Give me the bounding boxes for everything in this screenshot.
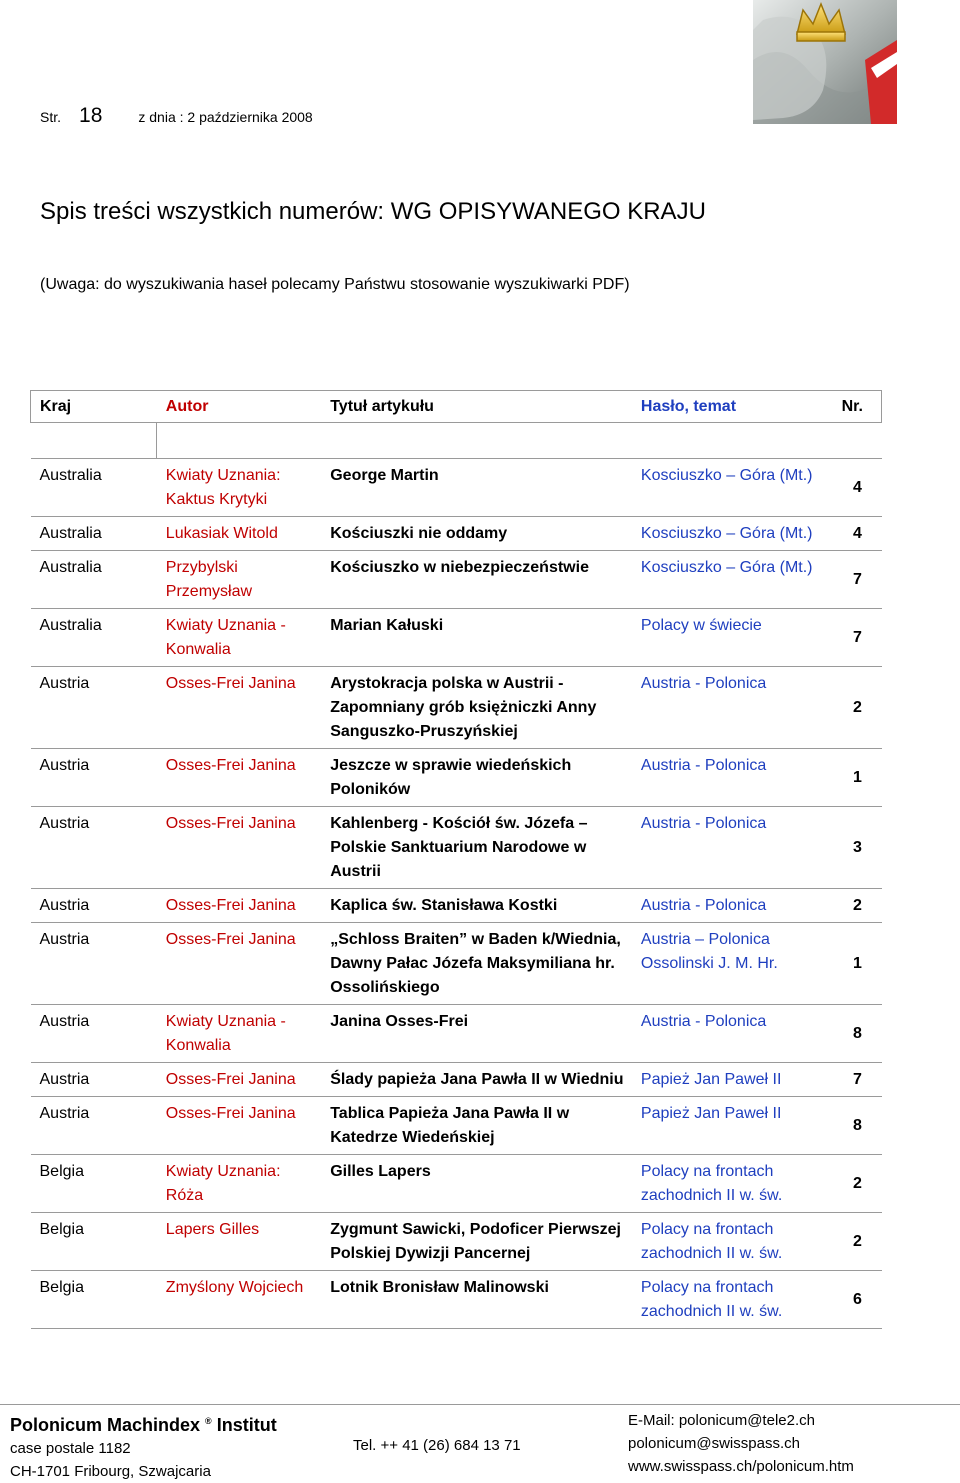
row-author: Lapers Gilles (157, 1213, 321, 1271)
row-title: Gilles Lapers (321, 1155, 632, 1213)
row-title: „Schloss Braiten” w Baden k/Wiednia, Dawny Pałac Józefa Maksymiliana hr. Ossolińskiego (321, 923, 632, 1005)
row-country: Austria (31, 1097, 157, 1155)
row-number: 4 (828, 459, 881, 517)
row-author: Lukasiak Witold (157, 517, 321, 551)
table-row (31, 1063, 882, 1097)
row-author: Osses-Frei Janina (157, 807, 321, 889)
row-number: 1 (828, 923, 881, 1005)
row-topic: Kosciuszko – Góra (Mt.) (632, 459, 829, 517)
row-title: Zygmunt Sawicki, Podoficer Pierwszej Polskiej Dywizji Pancernej (321, 1213, 632, 1271)
row-author: Osses-Frei Janina (157, 889, 321, 923)
row-country: Austria (31, 749, 157, 807)
registered-mark: ® (205, 1416, 212, 1426)
row-country: Belgia (31, 1213, 157, 1271)
row-country: Austria (31, 807, 157, 889)
row-number: 6 (828, 1271, 881, 1329)
row-topic: Kosciuszko – Góra (Mt.) (632, 517, 829, 551)
row-topic: Austria - Polonica (632, 889, 829, 923)
row-country: Australia (31, 459, 157, 517)
header-country: Kraj (31, 391, 157, 423)
row-author: Zmyślony Wojciech (157, 1271, 321, 1329)
row-topic: Polacy na frontach zachodnich II w. św. (632, 1213, 829, 1271)
row-number: 2 (828, 667, 881, 749)
row-title: George Martin (321, 459, 632, 517)
row-number: 2 (828, 889, 881, 923)
table-row (31, 459, 882, 517)
header-topic: Hasło, temat (632, 391, 829, 423)
row-title: Jeszcze w sprawie wiedeńskich Poloników (321, 749, 632, 807)
row-title: Janina Osses-Frei (321, 1005, 632, 1063)
row-author: Przybylski Przemysław (157, 551, 321, 609)
table-row (31, 1155, 882, 1213)
row-country: Belgia (31, 1155, 157, 1213)
table-row (31, 1271, 882, 1329)
row-number: 8 (828, 1005, 881, 1063)
row-author: Osses-Frei Janina (157, 1097, 321, 1155)
footer-divider (0, 1404, 960, 1405)
row-number: 7 (828, 1063, 881, 1097)
row-title: Marian Kałuski (321, 609, 632, 667)
institute-name-suffix: Institut (216, 1415, 277, 1435)
row-country: Australia (31, 551, 157, 609)
row-author: Osses-Frei Janina (157, 923, 321, 1005)
chess-king-logo-image (753, 0, 897, 124)
row-topic: Austria – Polonica Ossolinski J. M. Hr. (632, 923, 829, 1005)
footer-phone: Tel. ++ 41 (26) 684 13 71 (353, 1437, 521, 1454)
row-title: Kościuszki nie oddamy (321, 517, 632, 551)
row-topic: Polacy na frontach zachodnich II w. św. (632, 1155, 829, 1213)
row-author: Kwiaty Uznania - Konwalia (157, 1005, 321, 1063)
row-number: 8 (828, 1097, 881, 1155)
row-number: 2 (828, 1213, 881, 1271)
page-title: Spis treści wszystkich numerów: WG OPISYWANEGO KRAJU (40, 198, 706, 225)
table-header-row (31, 391, 882, 423)
page-header (40, 104, 313, 128)
row-topic: Polacy w świecie (632, 609, 829, 667)
row-title: Kościuszko w niebezpieczeństwie (321, 551, 632, 609)
email-secondary[interactable]: polonicum@swisspass.ch (628, 1435, 800, 1452)
row-title: Arystokracja polska w Austrii - Zapomniany grób księżniczki Anny Sanguszko-Pruszyńskiej (321, 667, 632, 749)
row-topic: Austria - Polonica (632, 807, 829, 889)
row-country: Austria (31, 1005, 157, 1063)
row-title: Kahlenberg - Kościół św. Józefa – Polskie Sanktuarium Narodowe w Austrii (321, 807, 632, 889)
table-row (31, 889, 882, 923)
table-of-contents (30, 390, 882, 1329)
header-title: Tytuł artykułu (321, 391, 632, 423)
row-topic: Papież Jan Paweł II (632, 1097, 829, 1155)
row-number: 3 (828, 807, 881, 889)
page-label: Str. (40, 109, 62, 125)
row-country: Belgia (31, 1271, 157, 1329)
table-row (31, 923, 882, 1005)
table-row (31, 551, 882, 609)
table-row (31, 1213, 882, 1271)
table-row (31, 1005, 882, 1063)
row-author: Osses-Frei Janina (157, 667, 321, 749)
postal-box: case postale 1182 (10, 1440, 131, 1457)
table-spacer-row (31, 423, 882, 459)
row-author: Kwiaty Uznania - Konwalia (157, 609, 321, 667)
page-number: 18 (79, 104, 103, 127)
institute-name-main: Polonicum Machindex (10, 1415, 201, 1435)
header-number: Nr. (828, 391, 881, 423)
row-number: 7 (828, 551, 881, 609)
search-note: (Uwaga: do wyszukiwania haseł polecamy Państwu stosowanie wyszukiwarki PDF) (40, 276, 630, 293)
row-title: Kaplica św. Stanisława Kostki (321, 889, 632, 923)
header-author: Autor (157, 391, 321, 423)
row-topic: Austria - Polonica (632, 667, 829, 749)
row-number: 2 (828, 1155, 881, 1213)
row-topic: Papież Jan Paweł II (632, 1063, 829, 1097)
row-number: 1 (828, 749, 881, 807)
table-row (31, 749, 882, 807)
row-topic: Kosciuszko – Góra (Mt.) (632, 551, 829, 609)
row-author: Kwiaty Uznania: Kaktus Krytyki (157, 459, 321, 517)
row-country: Austria (31, 889, 157, 923)
row-title: Ślady papieża Jana Pawła II w Wiedniu (321, 1063, 632, 1097)
table-row (31, 517, 882, 551)
table-row (31, 667, 882, 749)
table-row (31, 807, 882, 889)
row-country: Austria (31, 923, 157, 1005)
row-topic: Austria - Polonica (632, 749, 829, 807)
footer-address (10, 1409, 277, 1483)
issue-date: z dnia : 2 października 2008 (138, 109, 313, 125)
row-author: Osses-Frei Janina (157, 1063, 321, 1097)
website-link[interactable]: www.swisspass.ch/polonicum.htm (628, 1458, 854, 1475)
table-row (31, 609, 882, 667)
row-country: Austria (31, 1063, 157, 1097)
postal-city: CH-1701 Fribourg, Szwajcaria (10, 1463, 211, 1480)
row-topic: Polacy na frontach zachodnich II w. św. (632, 1271, 829, 1329)
row-number: 4 (828, 517, 881, 551)
row-author: Kwiaty Uznania: Róża (157, 1155, 321, 1213)
row-author: Osses-Frei Janina (157, 749, 321, 807)
footer-contact (628, 1409, 854, 1478)
institute-name (10, 1409, 277, 1437)
row-title: Lotnik Bronisław Malinowski (321, 1271, 632, 1329)
row-country: Australia (31, 609, 157, 667)
email-primary[interactable]: E-Mail: polonicum@tele2.ch (628, 1412, 815, 1429)
row-country: Austria (31, 667, 157, 749)
row-title: Tablica Papieża Jana Pawła II w Katedrze Wiedeńskiej (321, 1097, 632, 1155)
row-topic: Austria - Polonica (632, 1005, 829, 1063)
row-number: 7 (828, 609, 881, 667)
table-row (31, 1097, 882, 1155)
row-country: Australia (31, 517, 157, 551)
